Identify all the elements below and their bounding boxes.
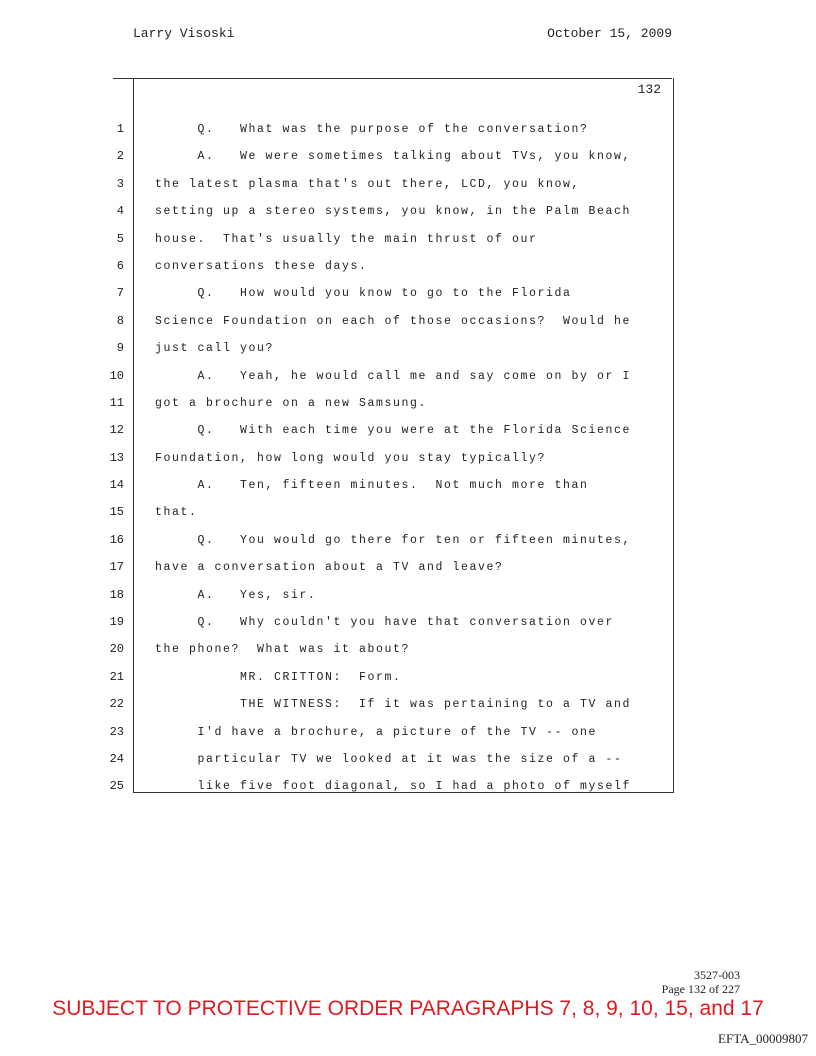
line-number: 14 — [109, 478, 124, 493]
transcript-line: the phone? What was it about? — [155, 643, 411, 657]
transcript-page-number: 132 — [637, 82, 661, 97]
line-number: 18 — [109, 587, 124, 602]
protective-order-notice: SUBJECT TO PROTECTIVE ORDER PARAGRAPHS 7, 8, 9, 10, 15, and 17 — [52, 997, 764, 1020]
transcript-line: Q. With each time you were at the Florida Science — [155, 424, 632, 438]
transcript-line: A. Yeah, he would call me and say come on by or I — [155, 369, 632, 383]
transcript-line: conversations these days. — [155, 259, 368, 273]
line-number: 13 — [109, 450, 124, 465]
line-number: 2 — [116, 149, 124, 164]
line-number: 16 — [109, 532, 124, 547]
transcript-line: the latest plasma that's out there, LCD, you know, — [155, 177, 581, 191]
line-number-column — [100, 116, 124, 801]
line-number: 3 — [116, 176, 124, 191]
transcript-line: that. — [155, 506, 198, 520]
document-code: 3527-003 — [694, 968, 740, 982]
transcript-line: have a conversation about a TV and leave? — [155, 561, 504, 575]
transcript-line: like five foot diagonal, so I had a photo of myself — [155, 780, 632, 794]
transcript-line: house. That's usually the main thrust of our — [155, 232, 538, 246]
line-number: 6 — [116, 258, 124, 273]
line-number: 21 — [109, 669, 124, 684]
transcript-line: setting up a stereo systems, you know, in the Palm Beach — [155, 205, 632, 219]
deponent-name: Larry Visoski — [133, 26, 235, 41]
transcript-line: I'd have a brochure, a picture of the TV -- one — [155, 725, 598, 739]
line-number: 22 — [109, 697, 124, 712]
line-number: 9 — [116, 341, 124, 356]
transcript-line: THE WITNESS: If it was pertaining to a TV and — [155, 698, 632, 712]
line-number: 17 — [109, 560, 124, 575]
transcript-text — [155, 116, 665, 801]
line-number: 5 — [116, 231, 124, 246]
line-number: 1 — [116, 122, 124, 136]
line-number: 15 — [109, 505, 124, 520]
line-number: 19 — [109, 615, 124, 630]
line-number: 12 — [109, 423, 124, 438]
efta-stamp: EFTA_00009807 — [718, 1031, 808, 1046]
line-number: 10 — [109, 368, 124, 383]
line-number: 7 — [116, 286, 124, 301]
transcript-line: A. Yes, sir. — [155, 588, 317, 602]
transcript-line: Science Foundation on each of those occasions? Would he — [155, 314, 632, 328]
transcript-line: Q. You would go there for ten or fifteen minutes, — [155, 533, 632, 547]
transcript-line: A. Ten, fifteen minutes. Not much more than — [155, 479, 589, 493]
transcript-line: Q. Why couldn't you have that conversation over — [155, 616, 615, 630]
transcript-line: Q. What was the purpose of the conversation? — [155, 123, 589, 136]
transcript-line: MR. CRITTON: Form. — [155, 670, 402, 684]
transcript-line: Foundation, how long would you stay typically? — [155, 451, 547, 465]
line-number: 25 — [109, 779, 124, 794]
transcript-line: particular TV we looked at it was the size of a -- — [155, 752, 623, 766]
line-number: 8 — [116, 313, 124, 328]
transcript-line: Q. How would you know to go to the Florida — [155, 287, 572, 301]
transcript-line: got a brochure on a new Samsung. — [155, 396, 428, 410]
transcript-line: just call you? — [155, 342, 275, 356]
line-number: 20 — [109, 642, 124, 657]
footer-code-block — [662, 968, 740, 996]
deposition-date: October 15, 2009 — [547, 26, 672, 41]
transcript-line: A. We were sometimes talking about TVs, you know, — [155, 150, 632, 164]
line-number: 11 — [109, 395, 124, 410]
line-number: 24 — [109, 751, 124, 766]
page-of-total: Page 132 of 227 — [661, 982, 740, 996]
line-number: 4 — [116, 204, 124, 219]
line-number: 23 — [109, 724, 124, 739]
